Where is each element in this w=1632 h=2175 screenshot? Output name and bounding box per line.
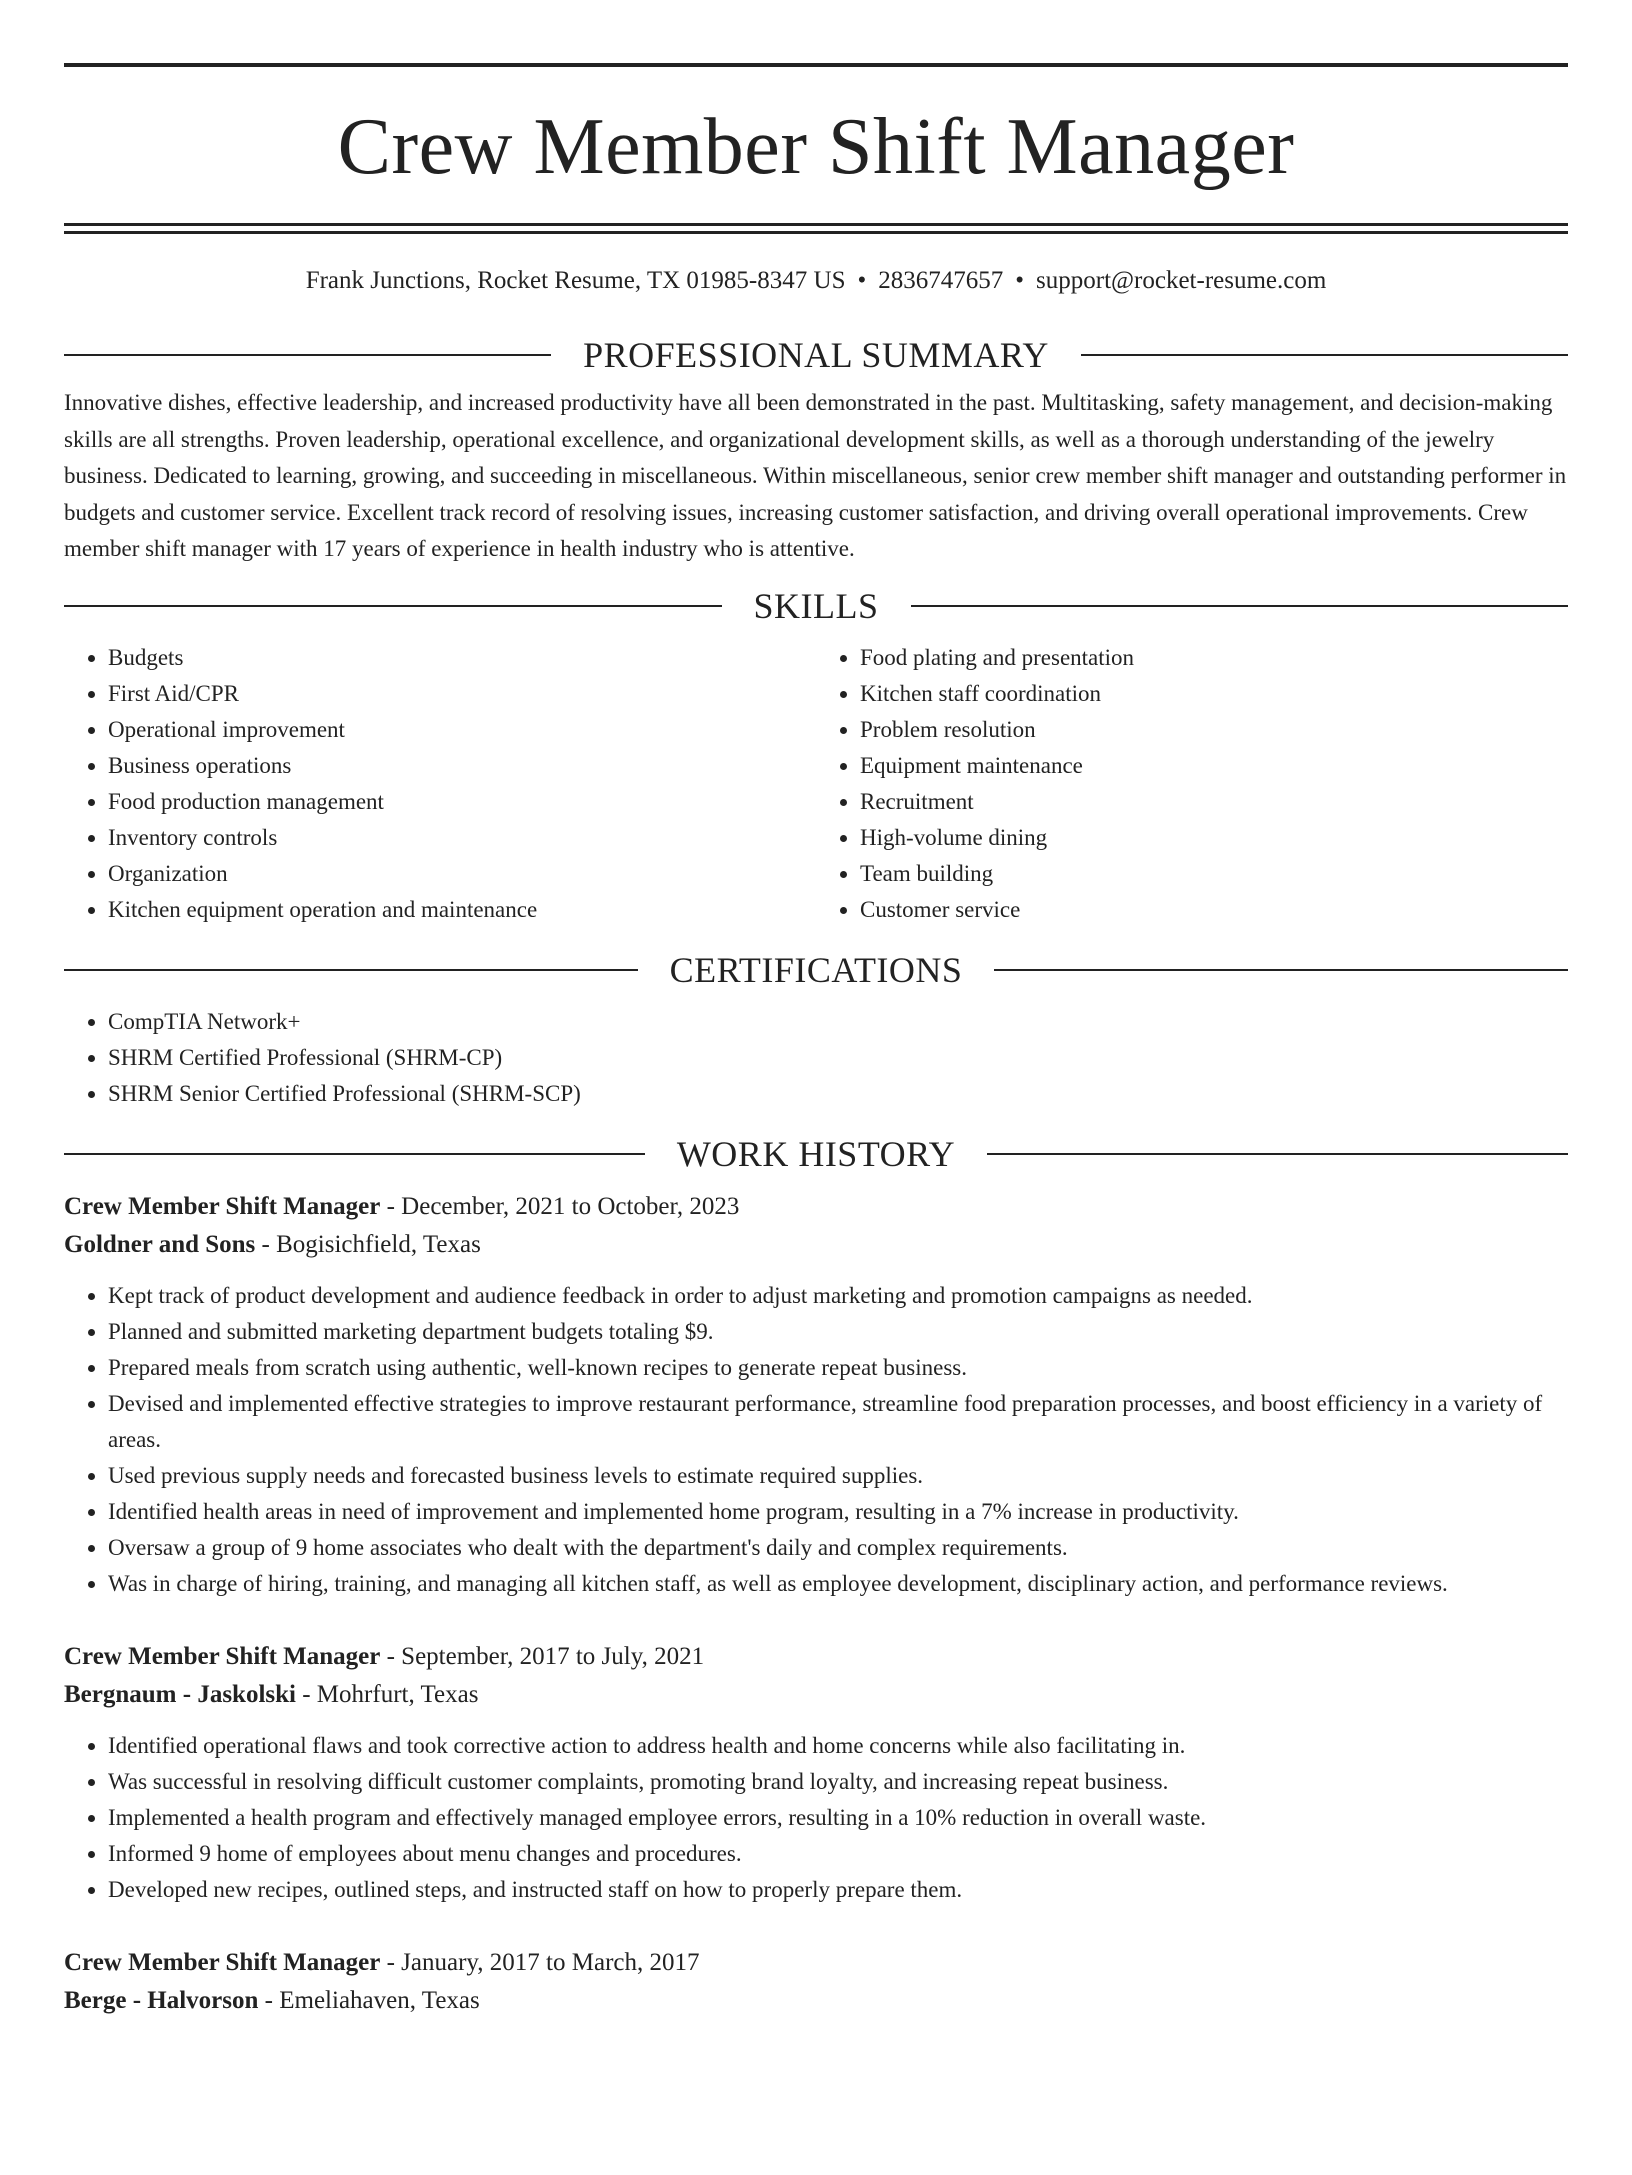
skill-item: • Kitchen staff coordination	[860, 676, 1568, 712]
skill-item: • Recruitment	[860, 784, 1568, 820]
job-bullet: • Devised and implemented effective strategies to improve restaurant performance, streamline food preparation processes, and boost efficiency in a variety of areas.	[108, 1386, 1568, 1458]
job-bullet: • Identified health areas in need of improvement and implemented home program, resulting in a 7% increase in productivity.	[108, 1494, 1568, 1530]
job-company: Berge - Halvorson	[64, 1986, 259, 2014]
divider	[64, 605, 722, 607]
divider	[911, 605, 1569, 607]
job-bullet: • Used previous supply needs and forecasted business levels to estimate required supplies.	[108, 1458, 1568, 1494]
job-title: Crew Member Shift Manager	[64, 1192, 381, 1220]
work-history-list	[64, 1188, 1568, 2020]
resume-page	[0, 63, 1632, 2175]
double-rule	[64, 223, 1568, 234]
job-location: - Bogisichfield, Texas	[255, 1230, 481, 1258]
job-title-line	[64, 1944, 1568, 1982]
certification-item: • SHRM Certified Professional (SHRM-CP)	[108, 1040, 1568, 1076]
job-title-line	[64, 1638, 1568, 1676]
job-title-line	[64, 1188, 1568, 1226]
divider	[64, 1153, 645, 1155]
summary-text: Innovative dishes, effective leadership, and increased productivity have all been demonstrated in the past. Multitasking, safety management, and decision-making skills are all strengths. Proven leadership, operational excellence, and organizational development skills, as well as a thorough understanding of the jewelry business. Dedicated to learning, growing, and succeeding in miscellaneous. Within miscellaneous, senior crew member shift manager and outstanding performer in budgets and customer service. Excellent track record of resolving issues, increasing customer satisfaction, and driving overall operational improvements. Crew member shift manager with 17 years of experience in health industry who is attentive.	[64, 390, 1567, 561]
skill-item: • Problem resolution	[860, 712, 1568, 748]
job-company-line	[64, 1226, 1568, 1264]
resume-name: Crew Member Shift Manager	[337, 103, 1295, 191]
work-history-heading: WORK HISTORY	[676, 1133, 956, 1174]
job-bullet: • Prepared meals from scratch using authentic, well-known recipes to generate repeat business.	[108, 1350, 1568, 1386]
certification-item: • SHRM Senior Certified Professional (SHRM-SCP)	[108, 1076, 1568, 1112]
job-location: - Mohrfurt, Texas	[295, 1680, 479, 1708]
job-bullets	[64, 1278, 1568, 1602]
divider	[64, 969, 638, 971]
job-bullet: • Oversaw a group of 9 home associates who dealt with the department's daily and complex requirements.	[108, 1530, 1568, 1566]
skill-item: • First Aid/CPR	[108, 676, 816, 712]
contact-address: Frank Junctions, Rocket Resume, TX 01985-8347 US	[305, 267, 846, 294]
certifications-heading: CERTIFICATIONS	[669, 949, 963, 990]
skill-item: • Customer service	[860, 892, 1568, 928]
job-dates: - January, 2017 to March, 2017	[380, 1948, 700, 1976]
job-title: Crew Member Shift Manager	[64, 1948, 381, 1976]
skill-item: • Budgets	[108, 640, 816, 676]
skills-list-right	[816, 640, 1568, 928]
job-bullet: • Planned and submitted marketing department budgets totaling $9.	[108, 1314, 1568, 1350]
skill-item: • Team building	[860, 856, 1568, 892]
job-bullet: • Informed 9 home of employees about menu changes and procedures.	[108, 1836, 1568, 1872]
job-entry	[64, 1188, 1568, 1602]
skill-item: • Organization	[108, 856, 816, 892]
top-rule	[64, 63, 1568, 67]
job-entry	[64, 1944, 1568, 2020]
job-bullets	[64, 1728, 1568, 1908]
skills-list-left	[64, 640, 816, 928]
job-bullet: • Was in charge of hiring, training, and managing all kitchen staff, as well as employee development, disciplinary action, and performance reviews.	[108, 1566, 1568, 1602]
divider	[64, 354, 551, 356]
job-bullet: • Was successful in resolving difficult customer complaints, promoting brand loyalty, and increasing repeat business.	[108, 1764, 1568, 1800]
job-entry	[64, 1638, 1568, 1908]
work-history-section-header	[64, 1132, 1568, 1176]
job-company-line	[64, 1676, 1568, 1714]
certifications-section-header	[64, 948, 1568, 992]
skill-item: • Equipment maintenance	[860, 748, 1568, 784]
certification-item: • CompTIA Network+	[108, 1004, 1568, 1040]
skill-item: • Food production management	[108, 784, 816, 820]
skill-item: • Operational improvement	[108, 712, 816, 748]
divider	[994, 969, 1568, 971]
summary-section-header	[64, 333, 1568, 377]
job-dates: - September, 2017 to July, 2021	[380, 1642, 705, 1670]
contact-phone[interactable]: 2836747657	[878, 267, 1004, 294]
skills-heading: SKILLS	[753, 585, 879, 626]
skill-item: • Business operations	[108, 748, 816, 784]
job-company: Bergnaum - Jaskolski	[64, 1680, 296, 1708]
contact-email[interactable]: support@rocket-resume.com	[1036, 267, 1327, 294]
divider	[987, 1153, 1568, 1155]
job-bullet: • Developed new recipes, outlined steps, and instructed staff on how to properly prepare them.	[108, 1872, 1568, 1908]
job-bullet: • Kept track of product development and audience feedback in order to adjust marketing and promotion campaigns as needed.	[108, 1278, 1568, 1314]
skills-columns	[64, 640, 1568, 928]
job-company: Goldner and Sons	[64, 1230, 256, 1258]
summary-heading: PROFESSIONAL SUMMARY	[583, 335, 1049, 375]
job-title: Crew Member Shift Manager	[64, 1642, 381, 1670]
skills-section-header	[64, 584, 1568, 628]
skill-item: • High-volume dining	[860, 820, 1568, 856]
job-location: - Emeliahaven, Texas	[258, 1986, 480, 2014]
contact-separator: •	[1015, 267, 1025, 294]
skill-item: • Food plating and presentation	[860, 640, 1568, 676]
job-bullet: • Identified operational flaws and took corrective action to address health and home concerns while also facilitating in.	[108, 1728, 1568, 1764]
contact-line	[64, 265, 1568, 297]
divider	[1081, 354, 1568, 356]
certifications-list	[64, 1004, 1568, 1112]
job-dates: - December, 2021 to October, 2023	[380, 1192, 740, 1220]
job-bullet: • Implemented a health program and effectively managed employee errors, resulting in a 10% reduction in overall waste.	[108, 1800, 1568, 1836]
skill-item: • Kitchen equipment operation and maintenance	[108, 892, 816, 928]
contact-separator: •	[857, 267, 867, 294]
job-company-line	[64, 1982, 1568, 2020]
skill-item: • Inventory controls	[108, 820, 816, 856]
